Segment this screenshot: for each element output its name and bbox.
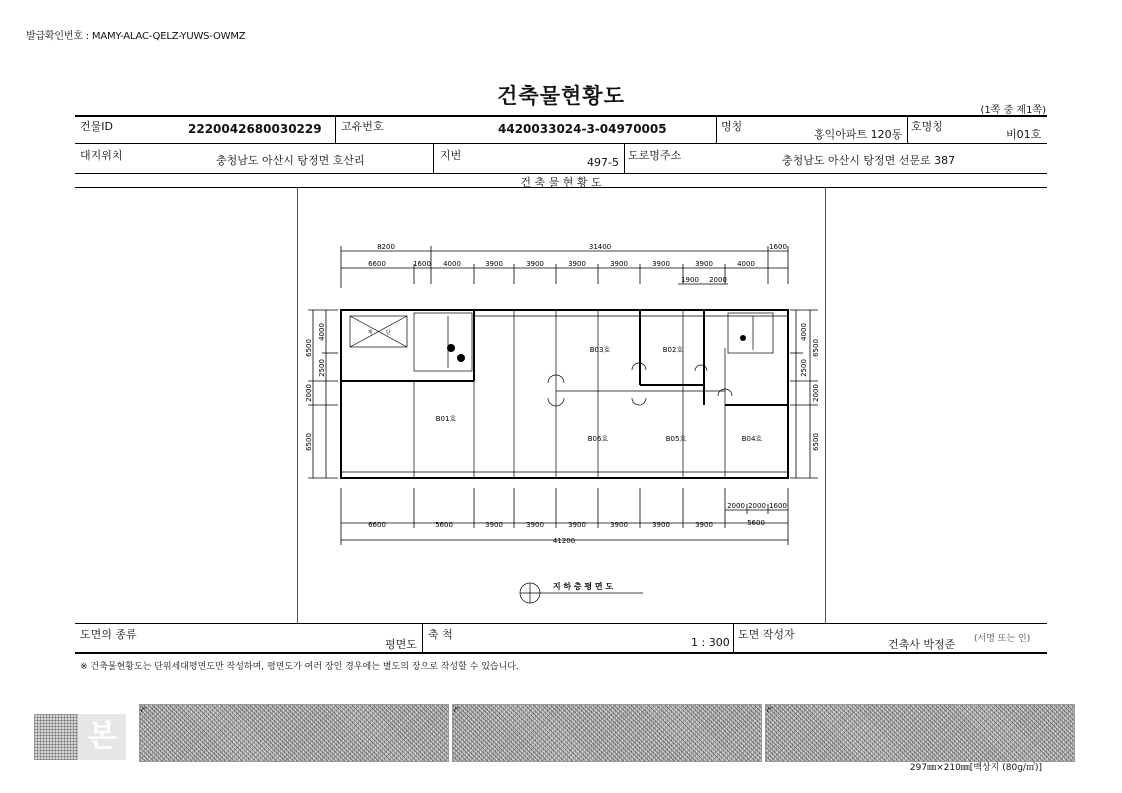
cell-divider bbox=[433, 143, 434, 173]
dim-top: 3900 bbox=[610, 260, 628, 268]
dim-top: 6600 bbox=[368, 260, 386, 268]
road-label: 도로명주소 bbox=[628, 149, 682, 162]
dim-bottom-total: 41200 bbox=[552, 537, 576, 545]
building-id-value: 2220042680030229 bbox=[188, 122, 322, 136]
dim-right: 6500 bbox=[812, 339, 820, 357]
author-label: 도면 작성자 bbox=[738, 628, 795, 641]
drawing-frame bbox=[297, 188, 826, 623]
security-pattern bbox=[139, 704, 449, 762]
original-mark bbox=[34, 714, 126, 760]
security-pattern bbox=[765, 704, 1075, 762]
dim-bottom: 3900 bbox=[652, 521, 670, 529]
cell-divider bbox=[422, 623, 423, 652]
cell-divider bbox=[335, 115, 336, 143]
dim-bottom-sub: 2000 bbox=[748, 502, 766, 510]
dim-left: 6500 bbox=[305, 433, 313, 451]
row-divider bbox=[75, 623, 1047, 624]
pattern-corner-icon: ◜ bbox=[141, 704, 146, 718]
dim-right: 2000 bbox=[812, 384, 820, 402]
dim-right: 4000 bbox=[800, 323, 808, 341]
dim-bottom: 6600 bbox=[368, 521, 386, 529]
dim-top: 1600 bbox=[413, 260, 431, 268]
footnote: ※ 건축물현황도는 단위세대평면도만 작성하며, 평면도가 여러 장인 경우에는 별도의 장으로 작성할 수 있습니다. bbox=[80, 662, 519, 672]
author-value: 건축사 박정준 bbox=[888, 638, 956, 651]
signature-placeholder: (서명 또는 인) bbox=[974, 634, 1031, 644]
dim-top: 3900 bbox=[695, 260, 713, 268]
pattern-corner-icon: ◜ bbox=[767, 704, 772, 718]
row-divider bbox=[75, 143, 1047, 144]
pattern-corner-icon: ◜ bbox=[454, 704, 459, 718]
issue-number: 발급확인번호 : MAMY-ALAC-QELZ-YUWS-OWMZ bbox=[26, 31, 246, 42]
dim-bottom: 3900 bbox=[695, 521, 713, 529]
dim-top-sub: 1900 bbox=[681, 276, 699, 284]
dim-top-sub: 2000 bbox=[709, 276, 727, 284]
dim-top: 3900 bbox=[568, 260, 586, 268]
room-label: B03호 bbox=[589, 346, 611, 354]
dim-top-total-right: 1600 bbox=[769, 243, 787, 251]
dim-left: 2500 bbox=[318, 359, 326, 377]
cell-divider bbox=[907, 115, 908, 143]
dim-bottom: 5600 bbox=[435, 521, 453, 529]
dim-bottom: 3900 bbox=[610, 521, 628, 529]
cell-divider bbox=[624, 143, 625, 173]
lot-label: 지번 bbox=[440, 149, 462, 162]
dim-top-total: 31400 bbox=[588, 243, 612, 251]
dim-left: 4000 bbox=[318, 323, 326, 341]
building-id-label: 건물ID bbox=[80, 120, 113, 133]
dim-bottom: 3900 bbox=[526, 521, 544, 529]
drawing-type-label: 도면의 종류 bbox=[80, 628, 137, 641]
dim-left: 6500 bbox=[305, 339, 313, 357]
table-top-border bbox=[75, 115, 1047, 117]
page-info: (1쪽 중 제1쪽) bbox=[980, 105, 1046, 116]
stair-label: 단 bbox=[385, 330, 391, 336]
page-title: 건축물현황도 bbox=[497, 84, 625, 108]
name-value: 홍익아파트 120동 bbox=[814, 128, 903, 141]
table-bottom-border bbox=[75, 652, 1047, 654]
unit-label: 호명칭 bbox=[911, 120, 943, 133]
dim-bottom-right: 5600 bbox=[747, 519, 765, 527]
dim-top: 3900 bbox=[652, 260, 670, 268]
unique-no-value: 4420033024-3-04970005 bbox=[498, 122, 667, 136]
cell-divider bbox=[716, 115, 717, 143]
original-mark-pattern bbox=[34, 714, 78, 760]
dim-top: 4000 bbox=[443, 260, 461, 268]
dim-left: 2000 bbox=[305, 384, 313, 402]
plan-title: 지 하 층 평 면 도 bbox=[552, 582, 614, 591]
scale-value: 1 : 300 bbox=[691, 636, 730, 649]
unit-value: 비01호 bbox=[1006, 128, 1042, 141]
dim-top-total-left: 8200 bbox=[377, 243, 395, 251]
lot-value: 497-5 bbox=[587, 156, 619, 169]
road-value: 충청남도 아산시 탕정면 선문로 387 bbox=[782, 154, 956, 167]
room-label: B02호 bbox=[662, 346, 684, 354]
cell-divider bbox=[733, 623, 734, 652]
room-label: B05호 bbox=[665, 435, 687, 443]
dim-right: 2500 bbox=[800, 359, 808, 377]
stair-label: 계 bbox=[367, 330, 373, 336]
original-mark-char: 본 bbox=[78, 714, 126, 760]
unique-no-label: 고유번호 bbox=[341, 120, 384, 133]
scale-label: 축 척 bbox=[428, 628, 453, 641]
dim-top: 4000 bbox=[737, 260, 755, 268]
name-label: 명칭 bbox=[721, 120, 743, 133]
dim-bottom: 3900 bbox=[485, 521, 503, 529]
dim-bottom-sub: 2000 bbox=[727, 502, 745, 510]
paper-size: 297㎜×210㎜[백상지 (80g/㎡)] bbox=[909, 763, 1042, 773]
dim-right: 6500 bbox=[812, 433, 820, 451]
dim-top: 3900 bbox=[526, 260, 544, 268]
room-label: B04호 bbox=[741, 435, 763, 443]
dim-bottom-sub: 1600 bbox=[769, 502, 787, 510]
room-label: B06호 bbox=[587, 435, 609, 443]
security-pattern bbox=[452, 704, 762, 762]
dim-top: 3900 bbox=[485, 260, 503, 268]
section-title: 건 축 물 현 황 도 bbox=[520, 176, 602, 189]
room-label: B01호 bbox=[435, 415, 457, 423]
dim-bottom: 3900 bbox=[568, 521, 586, 529]
floor-plan-drawing bbox=[298, 188, 825, 623]
drawing-type-value: 평면도 bbox=[385, 638, 417, 651]
site-value: 충청남도 아산시 탕정면 호산리 bbox=[216, 154, 365, 167]
site-label: 대지위치 bbox=[80, 149, 123, 162]
